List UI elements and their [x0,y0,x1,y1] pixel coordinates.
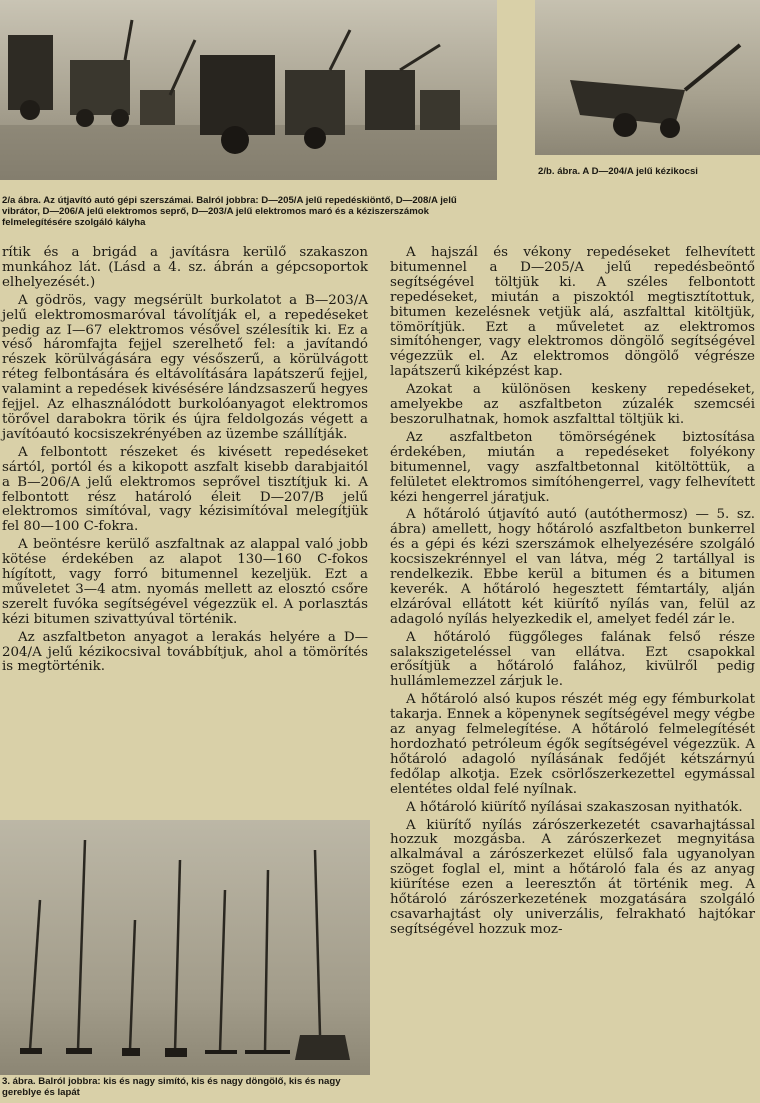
left-text-column [2,246,368,675]
paragraph: A kiürítő nyílás zárószerkezetét csavarhajtással hozzuk mozgásba. A zárószerkezet megnyitása alkalmával a zárószerkezet elülső fala ugyanolyan szöget foglal el, mint a hőtároló fala és az anyag kiürítése ezen a leeresztőn át történik meg. A hőtároló zárószerkezetének mozgatására szolgáló csavarhajtást oly univerzális, felrakható hajtókar segítségével hozzuk moz- [390,817,755,937]
paragraph: A gödrös, vagy megsérült burkolatot a B—203/A jelű elektromosmaróval távolítják el, a repedéseket pedig az I—67 elektromos vésővel szélesítik ki. Ez a véső háromfajta fejjel szerelhető fel: a javítandó részek körülvágására egy vésőszerű, a körülvágott réteg felbontására és eltávolítására lapátszerű fejjel, valamint a repedések kivésésére lándzsaszerű hegyes fejjel. Az elhasználódott burkolóanyagot elektromos törővel darabokra törik és újra feldolgozás végett a javítóautó kocsiszekrényében az üzembe szállítják. [2,292,368,442]
figure-3-photo [0,820,370,1075]
figure-2a-photo [0,0,497,180]
paragraph: A hajszál és vékony repedéseket felhevített bitumennel a D—205/A jelű repedésbeöntő segítségével töltjük ki. A széles felbontott repedéseket, miután a piszoktól megtisztítottuk, bitumen kezelésnek vetjük alá, aszfalttal kitöltjük, tömörítjük. Ezt a műveletet az elektromos simítóhenger, vagy elektromos döngölő segítségével végezzük el. Az elektromos döngölő végrésze lapátszerű kiképzést kap. [390,245,755,380]
paragraph: Azokat a különösen keskeny repedéseket, amelyekbe az aszfaltbeton zúzalék szemcséi beszorulhatnak, homok aszfalttal töltjük ki. [390,382,755,427]
figure-3-caption: 3. ábra. Balról jobbra: kis és nagy simító, kis és nagy döngölő, kis és nagy gereblye és lapát [2,1076,341,1098]
figure-2a-caption: 2/a ábra. Az útjavító autó gépi szerszámai. Balról jobbra: D—205/A jelű repedéskiöntő, D—208/A jelű vibrátor, D—206/A jelű elektromos seprő, D—203/A jelű elektromos maró és a kéziszerszámok felmelegítésére szolgáló kályha [2,195,457,228]
paragraph: A beöntésre kerülő aszfaltnak az alappal való jobb kötése érdekében az alapot 130—160 C-fokos hígított, vagy forró bitumennel kezeljük. Ezt a műveletet 3—4 atm. nyomás mellett az elosztó csőre szerelt fuvóka segítségével végezzük el. A porlasztás kézi bitumen szivattyúval történik. [2,537,368,627]
paragraph: A hőtároló útjavító autó (autóthermosz) — 5. sz. ábra) amellett, hogy hőtároló aszfaltbeton bunkerrel és a gépi és kézi szerszámok elhelyezésére szolgáló kocsiszekrénnyel el van látva, még 2 tartállyal is rendelkezik. Ebbe kerül a bitumen és a bitumen keverék. A hőtároló hegesztett fémtartály, alján elzáróval ellátott két kiürítő nyílás van, felül az adagoló nyílás helyezkedik el, amelyet fedél zár le. [390,507,755,627]
paragraph: Az aszfaltbeton tömörségének biztosítása érdekében, miután a repedéseket folyékony bitumennel, vagy aszfaltbetonnal kitöltöttük, a felületet elektromos simítóhengerrel, vagy felhevített kézi hengerrel járatjuk. [390,429,755,505]
paragraph: A hőtároló alsó kupos részét még egy fémburkolat takarja. Ennek a köpenynek segítségével megy végbe az anyag felmelegítése. A hőtároló felmelegítését hordozható petróleum égők segítségével végezzük. A hőtároló adagoló nyílásának fedőjét kétszárnyú fedőlap alkotja. Ezek csörlőszerkezettel egymással elentétes oldal felé nyílnak. [390,692,755,797]
paragraph: A hőtároló függőleges falának felső része salakszigeteléssel van ellátva. Ezt csapokkal erősítjük a hőtároló falához, kivülről pedig hullámlemezzel zárjuk le. [390,629,755,690]
paragraph: Az aszfaltbeton anyagot a lerakás helyére a D—204/A jelű kézikocsival továbbítjuk, ahol a tömörítés is megtörténik. [2,629,368,675]
figure-2b-photo [535,0,760,155]
figure-2b-caption: 2/b. ábra. A D—204/A jelű kézikocsi [538,166,698,177]
paragraph: rítik és a brigád a javításra kerülő szakaszon munkához lát. (Lásd a 4. sz. ábrán a gépcsoportok elhelyezését.) [2,245,368,290]
paragraph: A felbontott részeket és kivésett repedéseket sártól, portól és a kikopott aszfalt kisebb darabjaitól a B—206/A jelű elektromos seprővel tisztítjuk ki. A felbontott rész határoló éleit D—207/B jelű elektromos simítóval, vagy kézisimítóval melegítjük fel 80—100 C-fokra. [2,444,368,535]
right-text-column [390,246,755,938]
paragraph: A hőtároló kiürítő nyílásai szakaszosan nyithatók. [406,799,743,815]
